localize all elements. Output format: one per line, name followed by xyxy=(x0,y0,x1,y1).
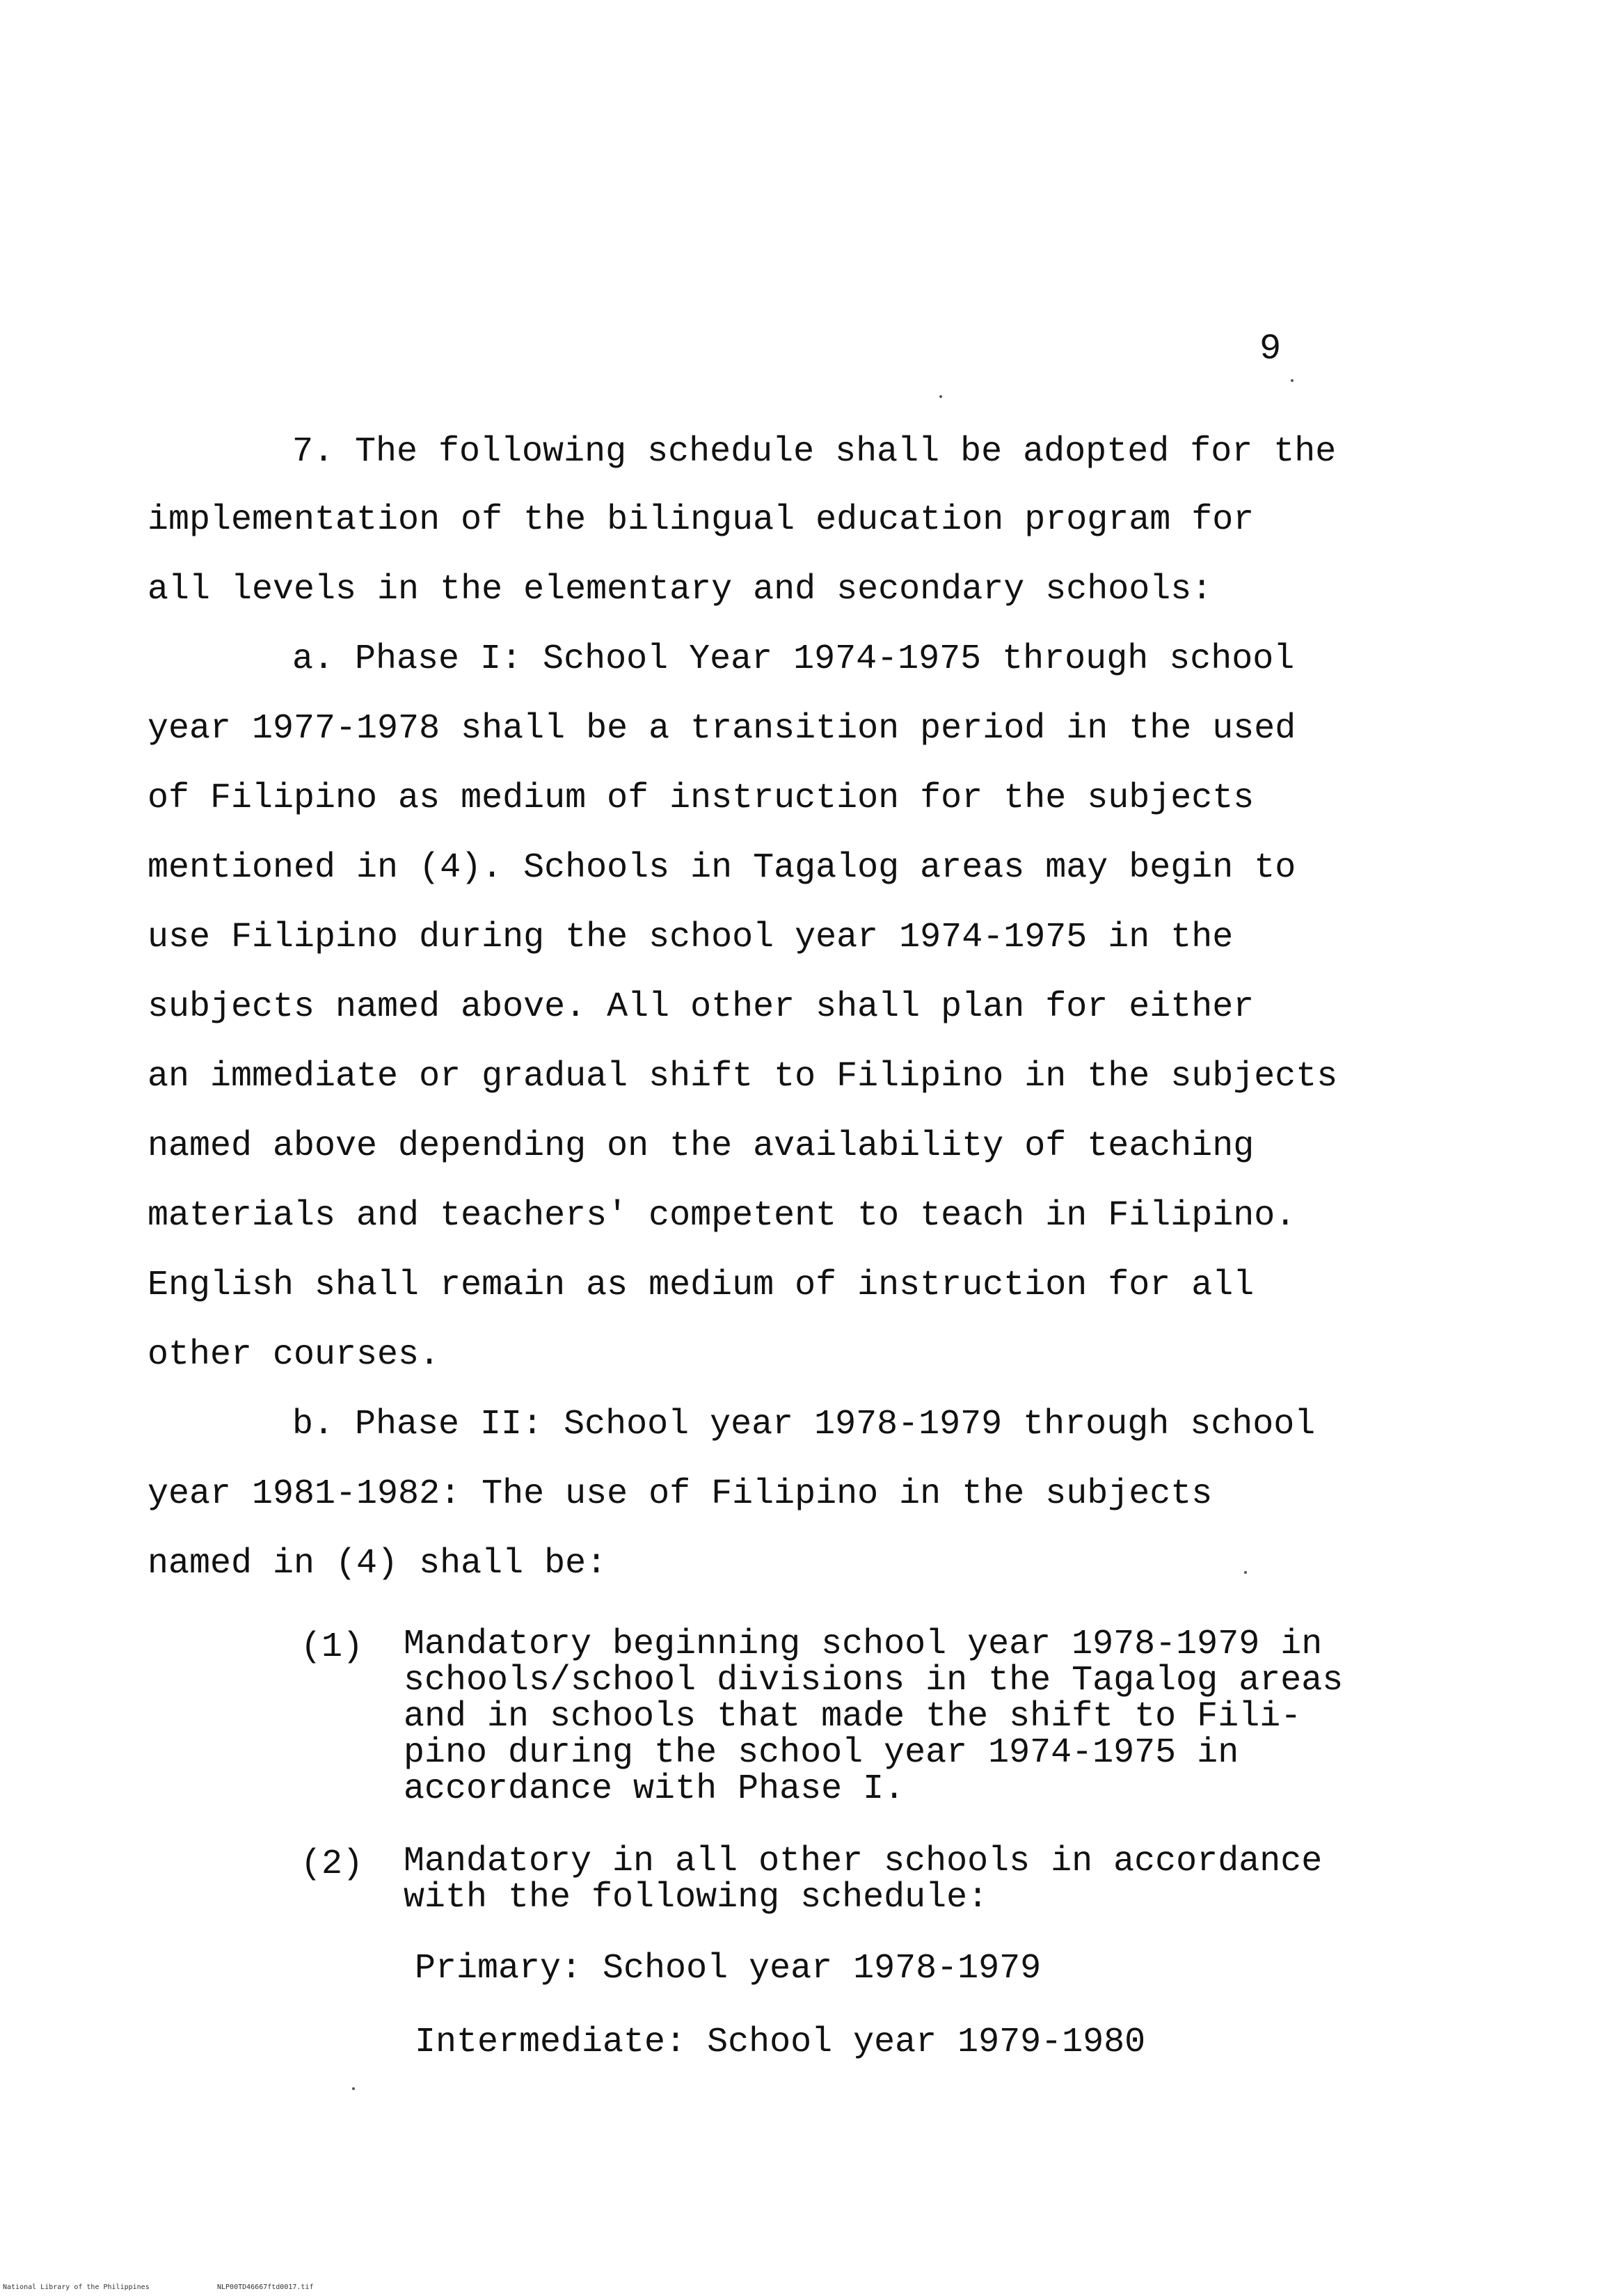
text-line: mentioned in (4). Schools in Tagalog areas may begin to xyxy=(148,848,1296,888)
scan-speck xyxy=(352,2087,355,2090)
scan-speck xyxy=(1244,1571,1247,1574)
footer-library-name: National Library of the Philippines xyxy=(3,2283,150,2291)
text-line: other courses. xyxy=(148,1335,440,1375)
text-line: all levels in the elementary and secondary schools: xyxy=(148,570,1213,609)
text-line: year 1981-1982: The use of Filipino in the subjects xyxy=(148,1474,1213,1514)
text-line: use Filipino during the school year 1974-1975 in the xyxy=(148,918,1234,957)
text-line: of Filipino as medium of instruction for the subjects xyxy=(148,779,1255,818)
text-line: 7. The following schedule shall be adopted for the xyxy=(292,432,1337,472)
item-number: (2) xyxy=(301,1844,364,1884)
footer-file-id: NLP00TD46667ftd0017.tif xyxy=(217,2283,314,2291)
text-line: Mandatory in all other schools in accordance xyxy=(404,1842,1323,1881)
text-line: Mandatory beginning school year 1978-1979 in xyxy=(404,1625,1323,1664)
schedule-intermediate: Intermediate: School year 1979-1980 xyxy=(415,2023,1146,2062)
text-line: an immediate or gradual shift to Filipino in the subjects xyxy=(148,1057,1338,1097)
item-number: (1) xyxy=(301,1627,364,1667)
text-line: English shall remain as medium of instruction for all xyxy=(148,1266,1255,1305)
text-line: named in (4) shall be: xyxy=(148,1544,607,1584)
text-line: pino during the school year 1974-1975 in xyxy=(404,1733,1239,1773)
page-number: 9 xyxy=(1259,328,1282,369)
text-line: materials and teachers' competent to teach in Filipino. xyxy=(148,1196,1296,1236)
schedule-primary: Primary: School year 1978-1979 xyxy=(415,1949,1042,1988)
text-line: implementation of the bilingual education program for xyxy=(148,500,1255,540)
text-line: subjects named above. All other shall plan for either xyxy=(148,987,1255,1027)
text-line: year 1977-1978 shall be a transition period in the used xyxy=(148,709,1296,749)
scan-speck xyxy=(1291,379,1294,382)
text-line: b. Phase II: School year 1978-1979 through school xyxy=(292,1405,1316,1444)
text-line: a. Phase I: School Year 1974-1975 through school xyxy=(292,639,1295,679)
text-line: schools/school divisions in the Tagalog areas xyxy=(404,1661,1344,1700)
text-line: and in schools that made the shift to Fili- xyxy=(404,1697,1302,1737)
text-line: accordance with Phase I. xyxy=(404,1769,905,1809)
text-line: named above depending on the availability of teaching xyxy=(148,1126,1255,1166)
scan-speck xyxy=(939,395,942,398)
text-line: with the following schedule: xyxy=(404,1878,989,1918)
